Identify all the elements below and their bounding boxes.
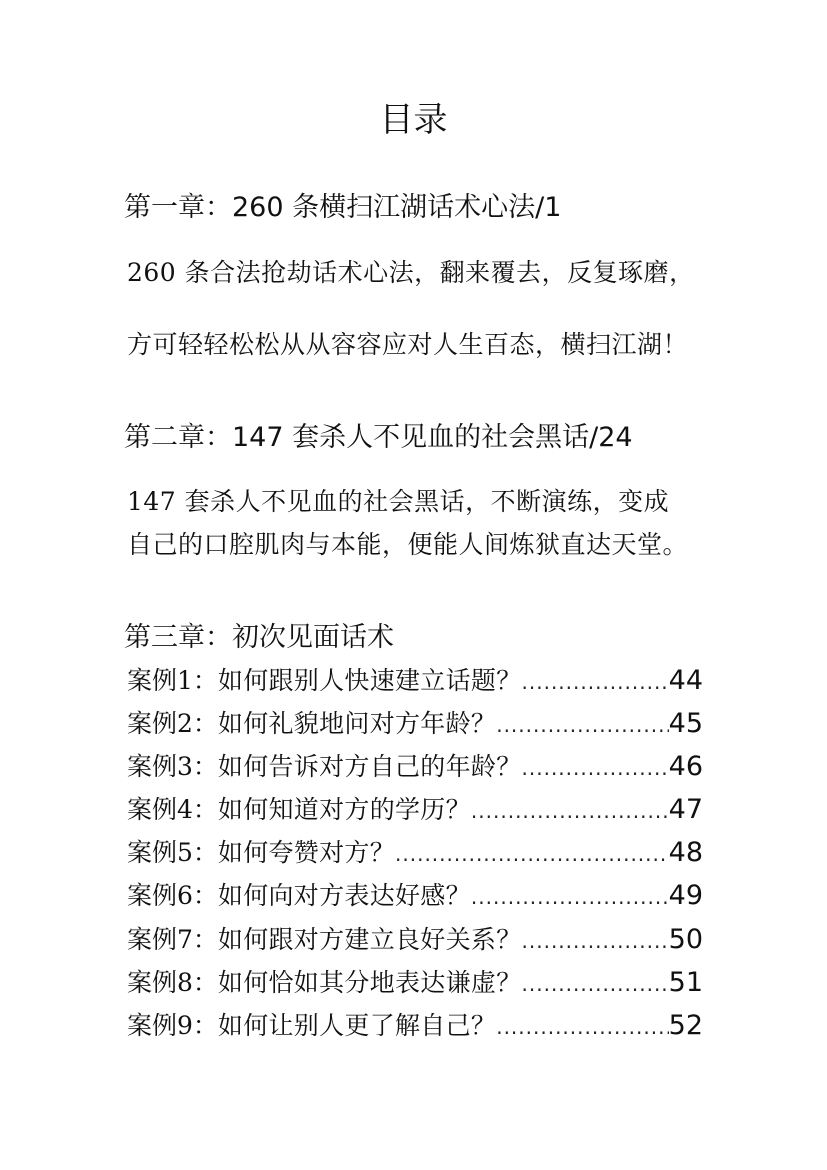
entry-label: 案例2： xyxy=(127,709,218,738)
entry-page-number: 50 xyxy=(668,924,703,955)
entry-page-number: 52 xyxy=(668,1010,703,1041)
dot-leader xyxy=(496,1007,668,1047)
entry-label: 案例6： xyxy=(127,881,218,910)
chapter-3-heading: 第三章：初次见面话术 xyxy=(124,622,394,653)
chapter-2-desc-line-1: 147 套杀人不见血的社会黑话，不断演练，变成 xyxy=(127,487,670,516)
dot-leader xyxy=(522,921,669,961)
entry-label: 案例4： xyxy=(127,795,218,824)
chapter-1-desc-line-1: 260 条合法抢劫话术心法，翻来覆去，反复琢磨， xyxy=(127,258,695,287)
entry-question: 如何礼貌地问对方年龄？ xyxy=(217,709,497,738)
toc-entry xyxy=(127,790,703,830)
chapter-2-heading: 第二章：147 套杀人不见血的社会黑话/24 xyxy=(124,422,633,453)
dot-leader xyxy=(496,705,668,745)
toc-entry xyxy=(127,833,703,873)
toc-entry xyxy=(127,704,703,744)
entry-page-number: 44 xyxy=(668,665,703,696)
entry-label: 案例5： xyxy=(127,838,218,867)
entry-question: 如何恰如其分地表达谦虚？ xyxy=(217,968,522,997)
entry-page-number: 49 xyxy=(668,880,703,911)
toc-entry xyxy=(127,920,703,960)
entry-question: 如何夸赞对方？ xyxy=(217,838,396,867)
entry-page-number: 48 xyxy=(668,837,703,868)
toc-entry xyxy=(127,1006,703,1046)
entry-label: 案例9： xyxy=(127,1011,218,1040)
entry-question: 如何跟别人快速建立话题？ xyxy=(217,666,522,695)
entry-page-number: 46 xyxy=(668,751,703,782)
entry-label: 案例1： xyxy=(127,666,218,695)
entry-question: 如何向对方表达好感？ xyxy=(217,881,471,910)
entry-question: 如何让别人更了解自己？ xyxy=(217,1011,497,1040)
chapter-2-desc-line-2: 自己的口腔肌肉与本能，便能人间炼狱直达天堂。 xyxy=(127,530,689,559)
toc-entry xyxy=(127,747,703,787)
entry-page-number: 47 xyxy=(668,794,703,825)
entry-page-number: 45 xyxy=(668,708,703,739)
chapter-1-heading: 第一章：260 条横扫江湖话术心法/1 xyxy=(124,192,562,223)
dot-leader xyxy=(522,748,669,788)
entry-label: 案例8： xyxy=(127,968,218,997)
toc-entry xyxy=(127,661,703,701)
entry-question: 如何跟对方建立良好关系？ xyxy=(217,925,522,954)
entry-page-number: 51 xyxy=(668,967,703,998)
entry-question: 如何告诉对方自己的年龄？ xyxy=(217,752,522,781)
chapter-1-desc-line-2: 方可轻轻松松从从容容应对人生百态，横扫江湖！ xyxy=(127,330,689,359)
toc-entry xyxy=(127,876,703,916)
dot-leader xyxy=(471,791,669,831)
toc-entry xyxy=(127,963,703,1003)
dot-leader xyxy=(471,877,669,917)
entry-label: 案例3： xyxy=(127,752,218,781)
dot-leader xyxy=(522,964,669,1004)
entry-label: 案例7： xyxy=(127,925,218,954)
toc-title: 目录 xyxy=(379,100,448,140)
dot-leader xyxy=(395,834,669,874)
dot-leader xyxy=(522,662,669,702)
entry-question: 如何知道对方的学历？ xyxy=(217,795,471,824)
